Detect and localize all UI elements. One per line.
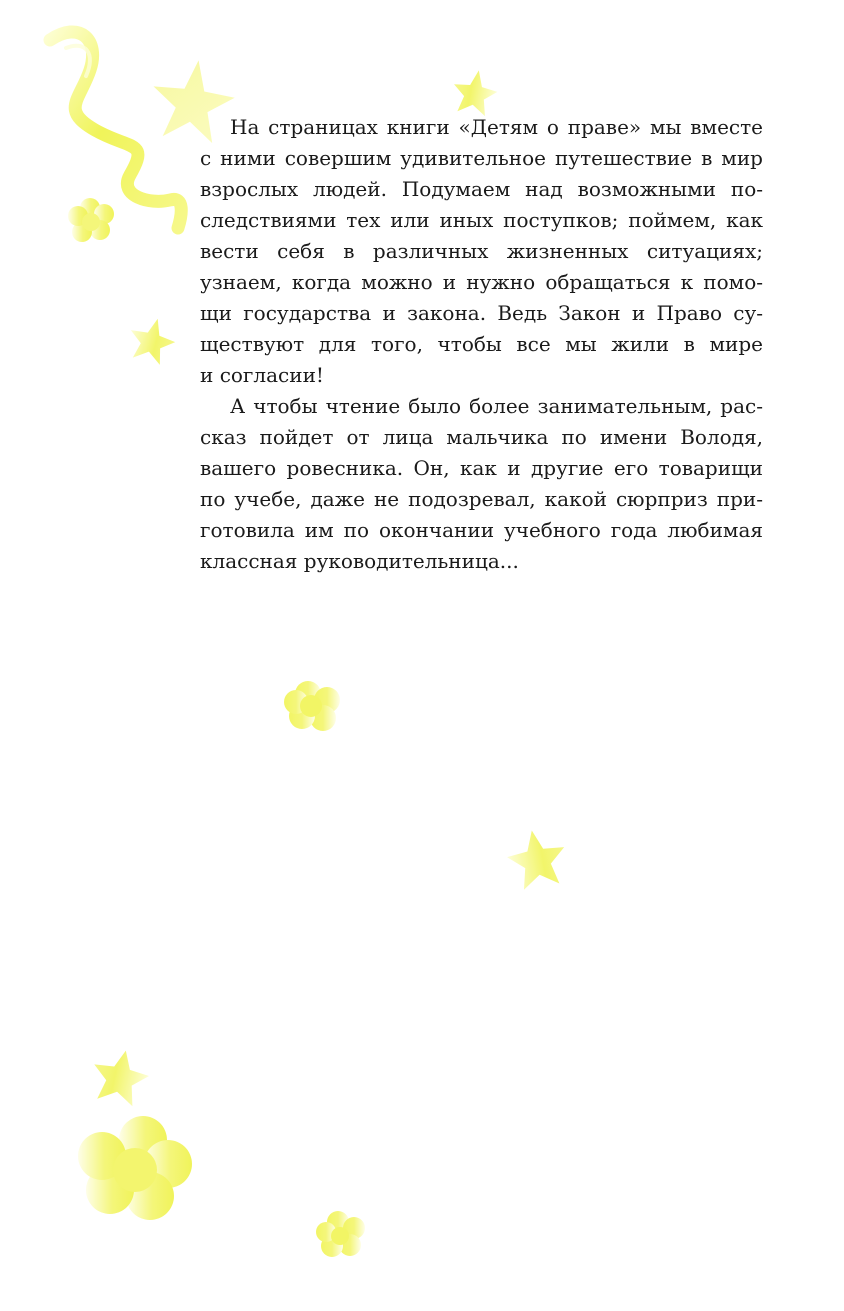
flower-icon: [68, 198, 114, 242]
text-line: вести себя в различных жизненных ситуациях;: [200, 239, 763, 263]
text-line: вашего ровесника. Он, как и другие его товарищи: [200, 456, 763, 480]
flower-icon: [78, 1116, 192, 1220]
star-icon: [124, 313, 180, 367]
body-text: [200, 112, 763, 577]
text-line: классная руководительница...: [200, 549, 519, 573]
text-line: узнаем, когда можно и нужно обращаться к помо-: [200, 270, 763, 294]
text-line: На страницах книги «Детям о праве» мы вместе: [230, 115, 763, 139]
text-line: взрослых людей. Подумаем над возможными по-: [200, 177, 763, 201]
flower-icon: [316, 1211, 365, 1257]
text-line: по учебе, даже не подозревал, какой сюрприз при-: [200, 487, 763, 511]
text-line: А чтобы чтение было более занимательным, рас-: [230, 394, 763, 418]
star-icon: [503, 825, 570, 891]
text-line: щи государства и закона. Ведь Закон и Право су-: [200, 301, 763, 325]
star-icon: [87, 1045, 153, 1108]
text-line: и согласии!: [200, 363, 324, 387]
flower-icon: [284, 681, 340, 731]
text-line: сказ пойдет от лица мальчика по имени Володя,: [200, 425, 763, 449]
text-line: готовила им по окончании учебного года любимая: [200, 518, 763, 542]
ribbon-icon: [50, 32, 181, 228]
text-line: с ними совершим удивительное путешествие в мир: [200, 146, 763, 170]
text-line: следствиями тех или иных поступков; поймем, как: [200, 208, 763, 232]
star-icon: [450, 67, 501, 118]
text-line: ществуют для того, чтобы все мы жили в мире: [200, 332, 763, 356]
